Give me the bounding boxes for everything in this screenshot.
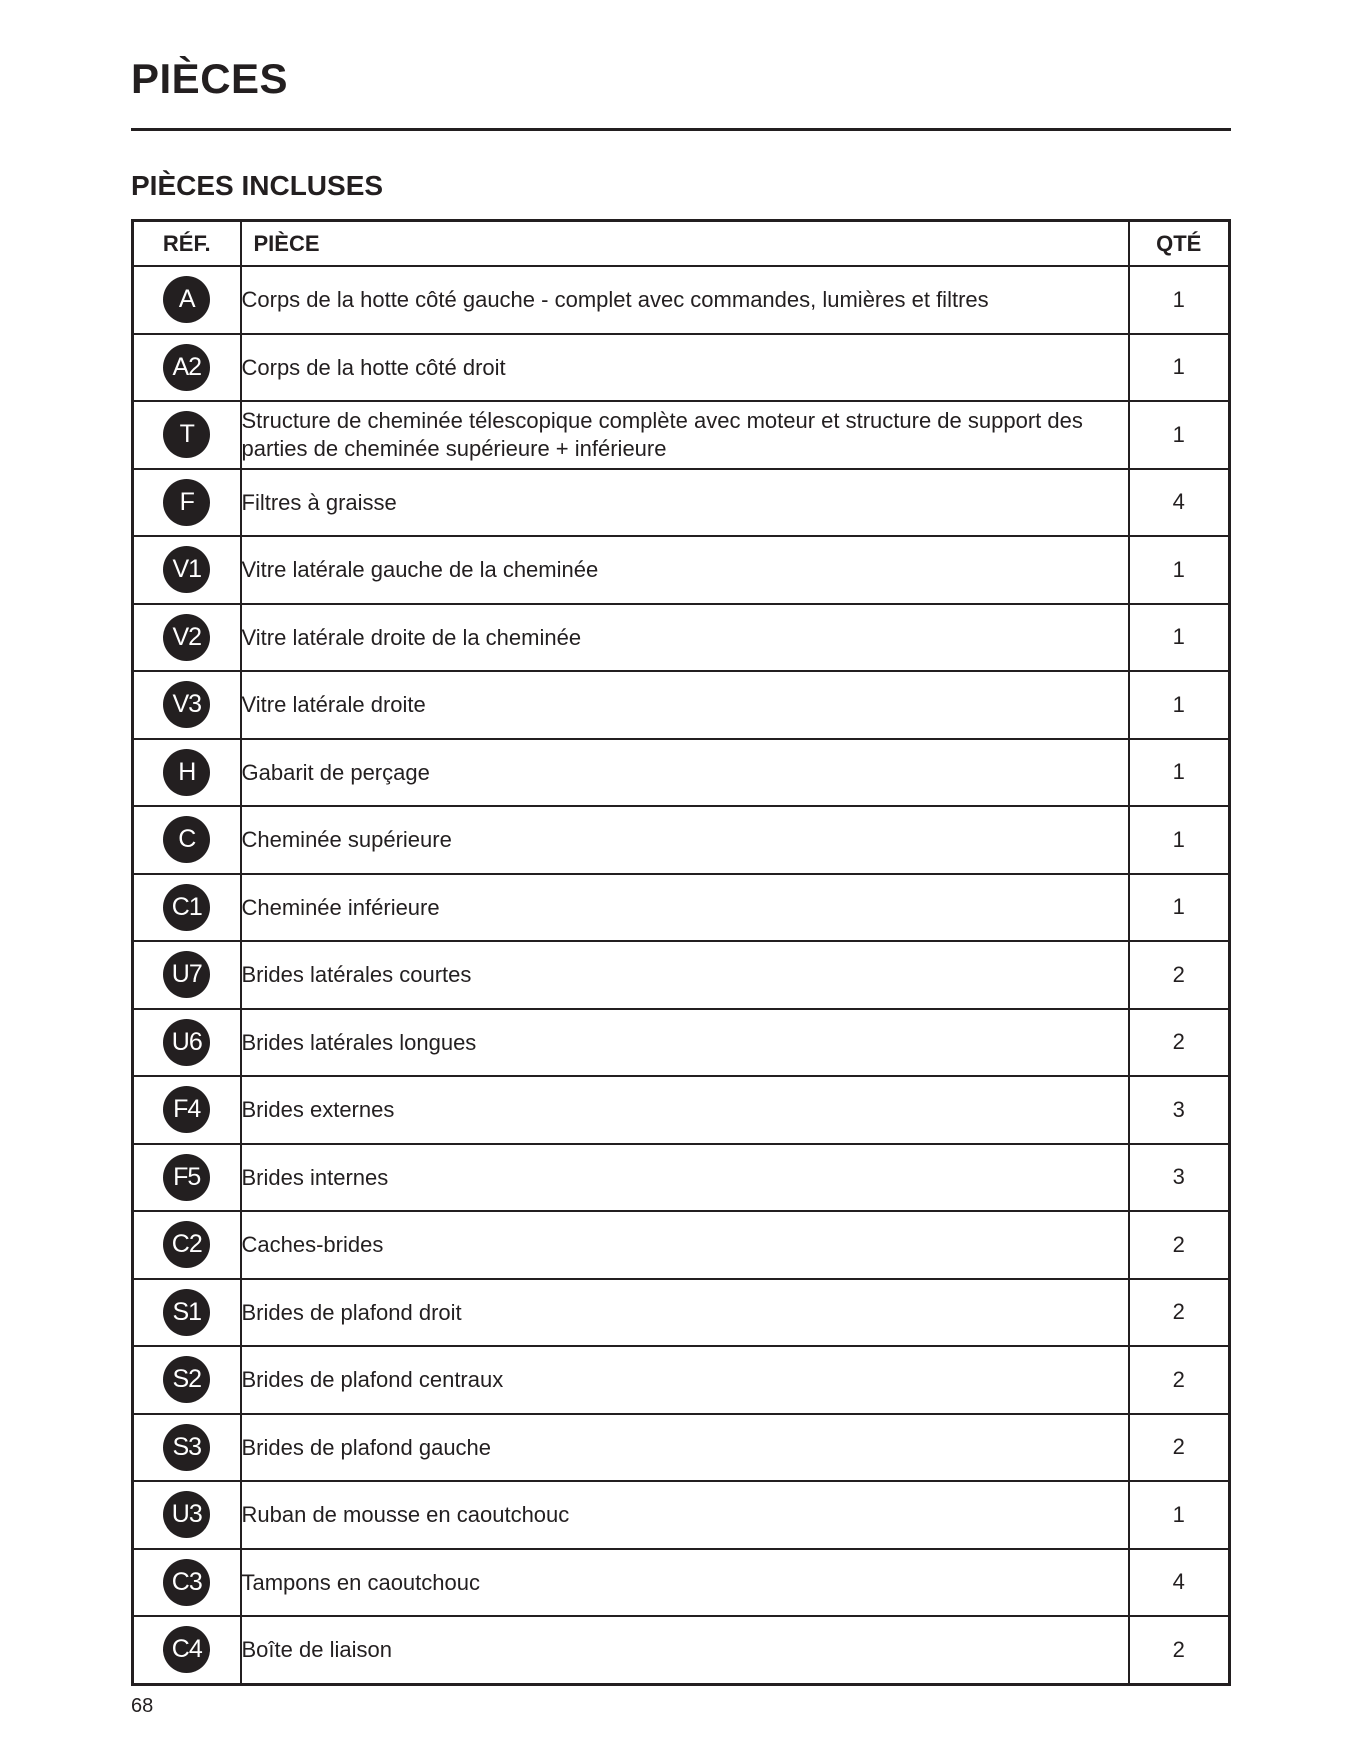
ref-cell — [133, 1144, 241, 1212]
table-row — [133, 334, 1230, 402]
piece-quantity: 1 — [1129, 334, 1230, 402]
ref-badge: S3 — [163, 1424, 210, 1471]
column-header-qty: QTÉ — [1129, 221, 1230, 267]
ref-cell — [133, 1616, 241, 1684]
ref-cell — [133, 1346, 241, 1414]
ref-badge: A — [163, 276, 210, 323]
table-row — [133, 1414, 1230, 1482]
piece-quantity: 2 — [1129, 1616, 1230, 1684]
ref-badge: C4 — [163, 1626, 210, 1673]
table-row — [133, 1549, 1230, 1617]
table-row — [133, 266, 1230, 334]
piece-quantity: 1 — [1129, 806, 1230, 874]
ref-cell — [133, 401, 241, 469]
table-row — [133, 806, 1230, 874]
ref-cell — [133, 536, 241, 604]
piece-name: Ruban de mousse en caoutchouc — [241, 1481, 1129, 1549]
piece-quantity: 2 — [1129, 1211, 1230, 1279]
piece-quantity: 1 — [1129, 671, 1230, 739]
piece-name: Brides de plafond gauche — [241, 1414, 1129, 1482]
piece-name: Tampons en caoutchouc — [241, 1549, 1129, 1617]
piece-quantity: 1 — [1129, 1481, 1230, 1549]
table-row — [133, 941, 1230, 1009]
piece-quantity: 1 — [1129, 266, 1230, 334]
ref-badge: F — [163, 479, 210, 526]
ref-badge: V3 — [163, 681, 210, 728]
piece-name: Caches-brides — [241, 1211, 1129, 1279]
ref-badge: F4 — [163, 1086, 210, 1133]
ref-badge: V1 — [163, 546, 210, 593]
ref-cell — [133, 334, 241, 402]
table-row — [133, 739, 1230, 807]
table-row — [133, 874, 1230, 942]
ref-cell — [133, 469, 241, 537]
page-title: PIÈCES — [131, 55, 289, 102]
piece-name: Brides de plafond centraux — [241, 1346, 1129, 1414]
table-row — [133, 1211, 1230, 1279]
piece-name: Boîte de liaison — [241, 1616, 1129, 1684]
ref-badge: S2 — [163, 1356, 210, 1403]
table-row — [133, 671, 1230, 739]
ref-cell — [133, 941, 241, 1009]
ref-cell — [133, 1481, 241, 1549]
piece-name: Vitre latérale droite de la cheminée — [241, 604, 1129, 672]
ref-cell — [133, 1211, 241, 1279]
section-title: PIÈCES INCLUSES — [131, 170, 384, 201]
table-row — [133, 604, 1230, 672]
piece-name: Brides latérales courtes — [241, 941, 1129, 1009]
ref-cell — [133, 266, 241, 334]
column-header-piece: PIÈCE — [241, 221, 1129, 267]
piece-quantity: 2 — [1129, 1346, 1230, 1414]
ref-badge: C1 — [163, 884, 210, 931]
piece-name: Filtres à graisse — [241, 469, 1129, 537]
ref-cell — [133, 604, 241, 672]
table-row — [133, 401, 1230, 469]
ref-cell — [133, 1414, 241, 1482]
table-row — [133, 1076, 1230, 1144]
column-header-ref: RÉF. — [133, 221, 241, 267]
piece-name: Cheminée supérieure — [241, 806, 1129, 874]
piece-name: Brides internes — [241, 1144, 1129, 1212]
page-number: 68 — [131, 1695, 154, 1717]
piece-quantity: 2 — [1129, 941, 1230, 1009]
table-row — [133, 469, 1230, 537]
ref-cell — [133, 1549, 241, 1617]
parts-table-header-row — [133, 221, 1230, 267]
ref-cell — [133, 806, 241, 874]
table-row — [133, 1616, 1230, 1684]
piece-quantity: 4 — [1129, 1549, 1230, 1617]
piece-name: Brides externes — [241, 1076, 1129, 1144]
piece-name: Cheminée inférieure — [241, 874, 1129, 942]
piece-quantity: 4 — [1129, 469, 1230, 537]
piece-quantity: 1 — [1129, 874, 1230, 942]
table-row — [133, 536, 1230, 604]
piece-quantity: 1 — [1129, 604, 1230, 672]
piece-quantity: 1 — [1129, 536, 1230, 604]
parts-table — [131, 219, 1231, 1686]
piece-name: Gabarit de perçage — [241, 739, 1129, 807]
table-row — [133, 1481, 1230, 1549]
piece-name: Brides latérales longues — [241, 1009, 1129, 1077]
ref-badge: U6 — [163, 1019, 210, 1066]
ref-badge: C3 — [163, 1559, 210, 1606]
table-row — [133, 1346, 1230, 1414]
piece-quantity: 3 — [1129, 1144, 1230, 1212]
ref-badge: H — [163, 749, 210, 796]
piece-quantity: 2 — [1129, 1279, 1230, 1347]
ref-badge: C — [163, 816, 210, 863]
piece-quantity: 2 — [1129, 1414, 1230, 1482]
title-divider — [131, 128, 1231, 131]
piece-quantity: 3 — [1129, 1076, 1230, 1144]
piece-name: Corps de la hotte côté droit — [241, 334, 1129, 402]
ref-badge: S1 — [163, 1289, 210, 1336]
piece-quantity: 2 — [1129, 1009, 1230, 1077]
ref-cell — [133, 739, 241, 807]
ref-badge: U3 — [163, 1491, 210, 1538]
ref-cell — [133, 1009, 241, 1077]
table-row — [133, 1009, 1230, 1077]
ref-badge: A2 — [163, 344, 210, 391]
parts-table-body — [133, 266, 1230, 1684]
ref-badge: U7 — [163, 951, 210, 998]
ref-badge: F5 — [163, 1154, 210, 1201]
piece-name: Structure de cheminée télescopique complète avec moteur et structure de support des parties de cheminée supérieure + inférieure — [241, 401, 1129, 469]
ref-cell — [133, 1279, 241, 1347]
table-row — [133, 1279, 1230, 1347]
piece-name: Corps de la hotte côté gauche - complet avec commandes, lumières et filtres — [241, 266, 1129, 334]
piece-name: Brides de plafond droit — [241, 1279, 1129, 1347]
piece-quantity: 1 — [1129, 401, 1230, 469]
table-row — [133, 1144, 1230, 1212]
ref-badge: T — [163, 411, 210, 458]
ref-badge: C2 — [163, 1221, 210, 1268]
ref-cell — [133, 1076, 241, 1144]
piece-name: Vitre latérale gauche de la cheminée — [241, 536, 1129, 604]
ref-cell — [133, 874, 241, 942]
piece-quantity: 1 — [1129, 739, 1230, 807]
ref-cell — [133, 671, 241, 739]
ref-badge: V2 — [163, 614, 210, 661]
piece-name: Vitre latérale droite — [241, 671, 1129, 739]
